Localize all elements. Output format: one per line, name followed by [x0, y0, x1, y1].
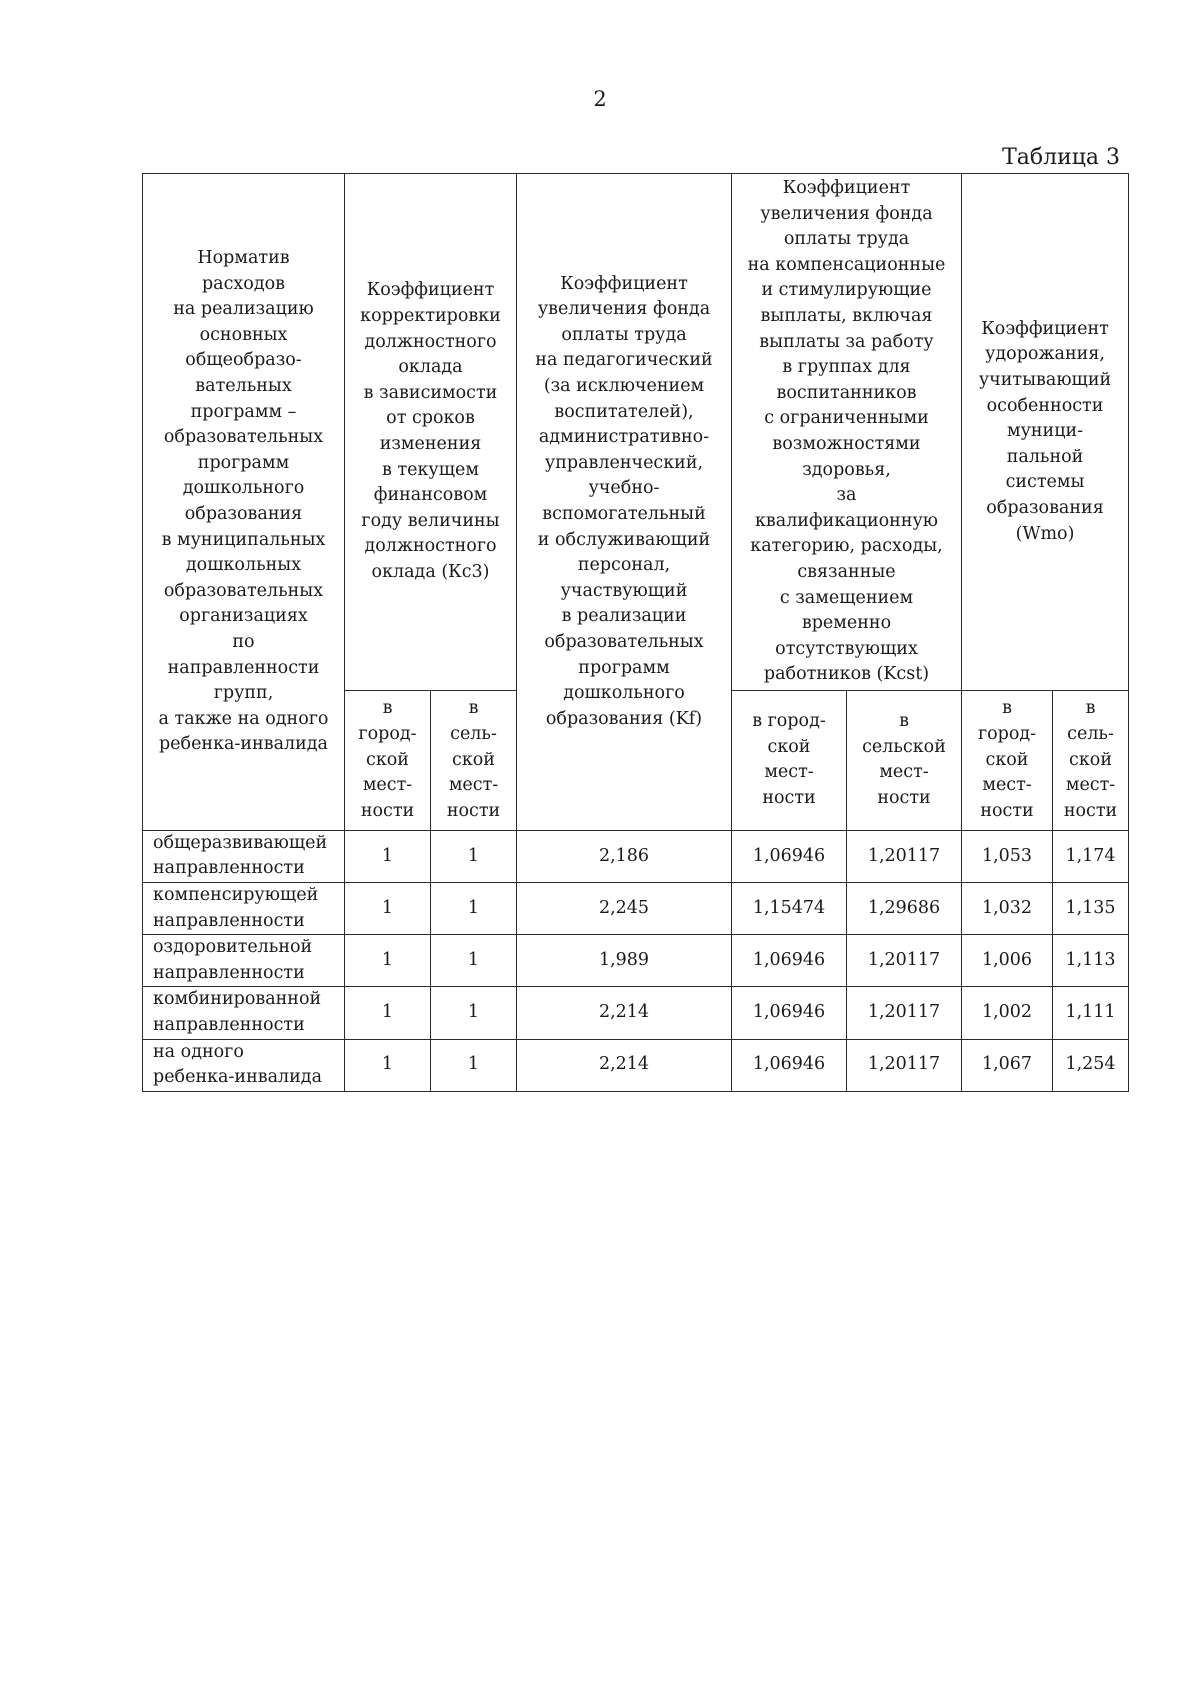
cell-wmo-rural: 1,174 [1053, 830, 1129, 882]
cell-kc3-rural: 1 [431, 935, 517, 987]
row-name: компенсирующей направленности [143, 883, 345, 935]
cell-kcst-rural: 1,20117 [847, 935, 962, 987]
cell-wmo-rural: 1,113 [1053, 935, 1129, 987]
row-name: оздоровительной направленности [143, 935, 345, 987]
table-header-row [143, 174, 1129, 691]
cell-wmo-urban: 1,053 [962, 830, 1053, 882]
subheader-kc3-rural: в сель- ской мест- ности [431, 690, 517, 830]
table-row [143, 987, 1129, 1039]
row-name: на одного ребенка-инвалида [143, 1039, 345, 1091]
cell-kcst-urban: 1,06946 [732, 1039, 847, 1091]
table-row [143, 883, 1129, 935]
cell-wmo-rural: 1,111 [1053, 987, 1129, 1039]
cell-kc3-rural: 1 [431, 987, 517, 1039]
header-kcst: Коэффициент увеличения фонда оплаты труда на компенсационные и стимулирующие выплаты, включая выплаты за работу в группах для воспитанников с ограниченными возможностями здоровья, за квалификационную категорию, расходы, связанные с замещением временно отсутствующих работников (Kcst) [732, 174, 962, 691]
row-name: комбинированной направленности [143, 987, 345, 1039]
page-number: 2 [593, 87, 607, 111]
cell-kc3-rural: 1 [431, 830, 517, 882]
row-name: общеразвивающей направленности [143, 830, 345, 882]
cell-kcst-urban: 1,06946 [732, 830, 847, 882]
table-row [143, 830, 1129, 882]
header-kf: Коэффициент увеличения фонда оплаты труда на педагогический (за исключением воспитателей), административно- управленческий, учебно- вспомогательный и обслуживающий персонал, участвующий в реализации образовательных программ дошкольного образования (Kf) [517, 174, 732, 831]
cell-wmo-urban: 1,006 [962, 935, 1053, 987]
cell-kc3-urban: 1 [345, 1039, 431, 1091]
cell-kf: 2,245 [517, 883, 732, 935]
header-kc3: Коэффициент корректировки должностного оклада в зависимости от сроков изменения в текущем финансовом году величины должностного оклада (Кс3) [345, 174, 517, 691]
cell-wmo-rural: 1,254 [1053, 1039, 1129, 1091]
cell-kc3-rural: 1 [431, 883, 517, 935]
subheader-wmo-urban: в город- ской мест- ности [962, 690, 1053, 830]
cell-kcst-urban: 1,06946 [732, 935, 847, 987]
cell-kcst-rural: 1,29686 [847, 883, 962, 935]
cell-wmo-urban: 1,002 [962, 987, 1053, 1039]
cell-kcst-rural: 1,20117 [847, 830, 962, 882]
table-row [143, 1039, 1129, 1091]
cell-kc3-rural: 1 [431, 1039, 517, 1091]
cell-kf: 2,214 [517, 987, 732, 1039]
cell-kc3-urban: 1 [345, 830, 431, 882]
cell-kc3-urban: 1 [345, 987, 431, 1039]
cell-kcst-urban: 1,15474 [732, 883, 847, 935]
table-row [143, 935, 1129, 987]
cell-wmo-urban: 1,067 [962, 1039, 1053, 1091]
cell-kc3-urban: 1 [345, 935, 431, 987]
header-wmo: Коэффициент удорожания, учитывающий особенности муници- пальной системы образования (Wmo) [962, 174, 1129, 691]
header-standard-expenses: Норматив расходов на реализацию основных общеобразо- вательных программ – образовательных программ дошкольного образования в муниципальных дошкольных образовательных организациях по направленности групп, а также на одного ребенка-инвалида [143, 174, 345, 831]
cell-kcst-rural: 1,20117 [847, 987, 962, 1039]
cell-kc3-urban: 1 [345, 883, 431, 935]
cell-kf: 2,214 [517, 1039, 732, 1091]
cell-kf: 2,186 [517, 830, 732, 882]
cell-wmo-urban: 1,032 [962, 883, 1053, 935]
subheader-kcst-rural: в сельской мест- ности [847, 690, 962, 830]
cell-wmo-rural: 1,135 [1053, 883, 1129, 935]
cell-kcst-rural: 1,20117 [847, 1039, 962, 1091]
cell-kf: 1,989 [517, 935, 732, 987]
cell-kcst-urban: 1,06946 [732, 987, 847, 1039]
subheader-kc3-urban: в город- ской мест- ности [345, 690, 431, 830]
subheader-kcst-urban: в город- ской мест- ности [732, 690, 847, 830]
subheader-wmo-rural: в сель- ской мест- ности [1053, 690, 1129, 830]
table-caption: Таблица 3 [1002, 145, 1120, 170]
coefficients-table [142, 173, 1129, 1092]
